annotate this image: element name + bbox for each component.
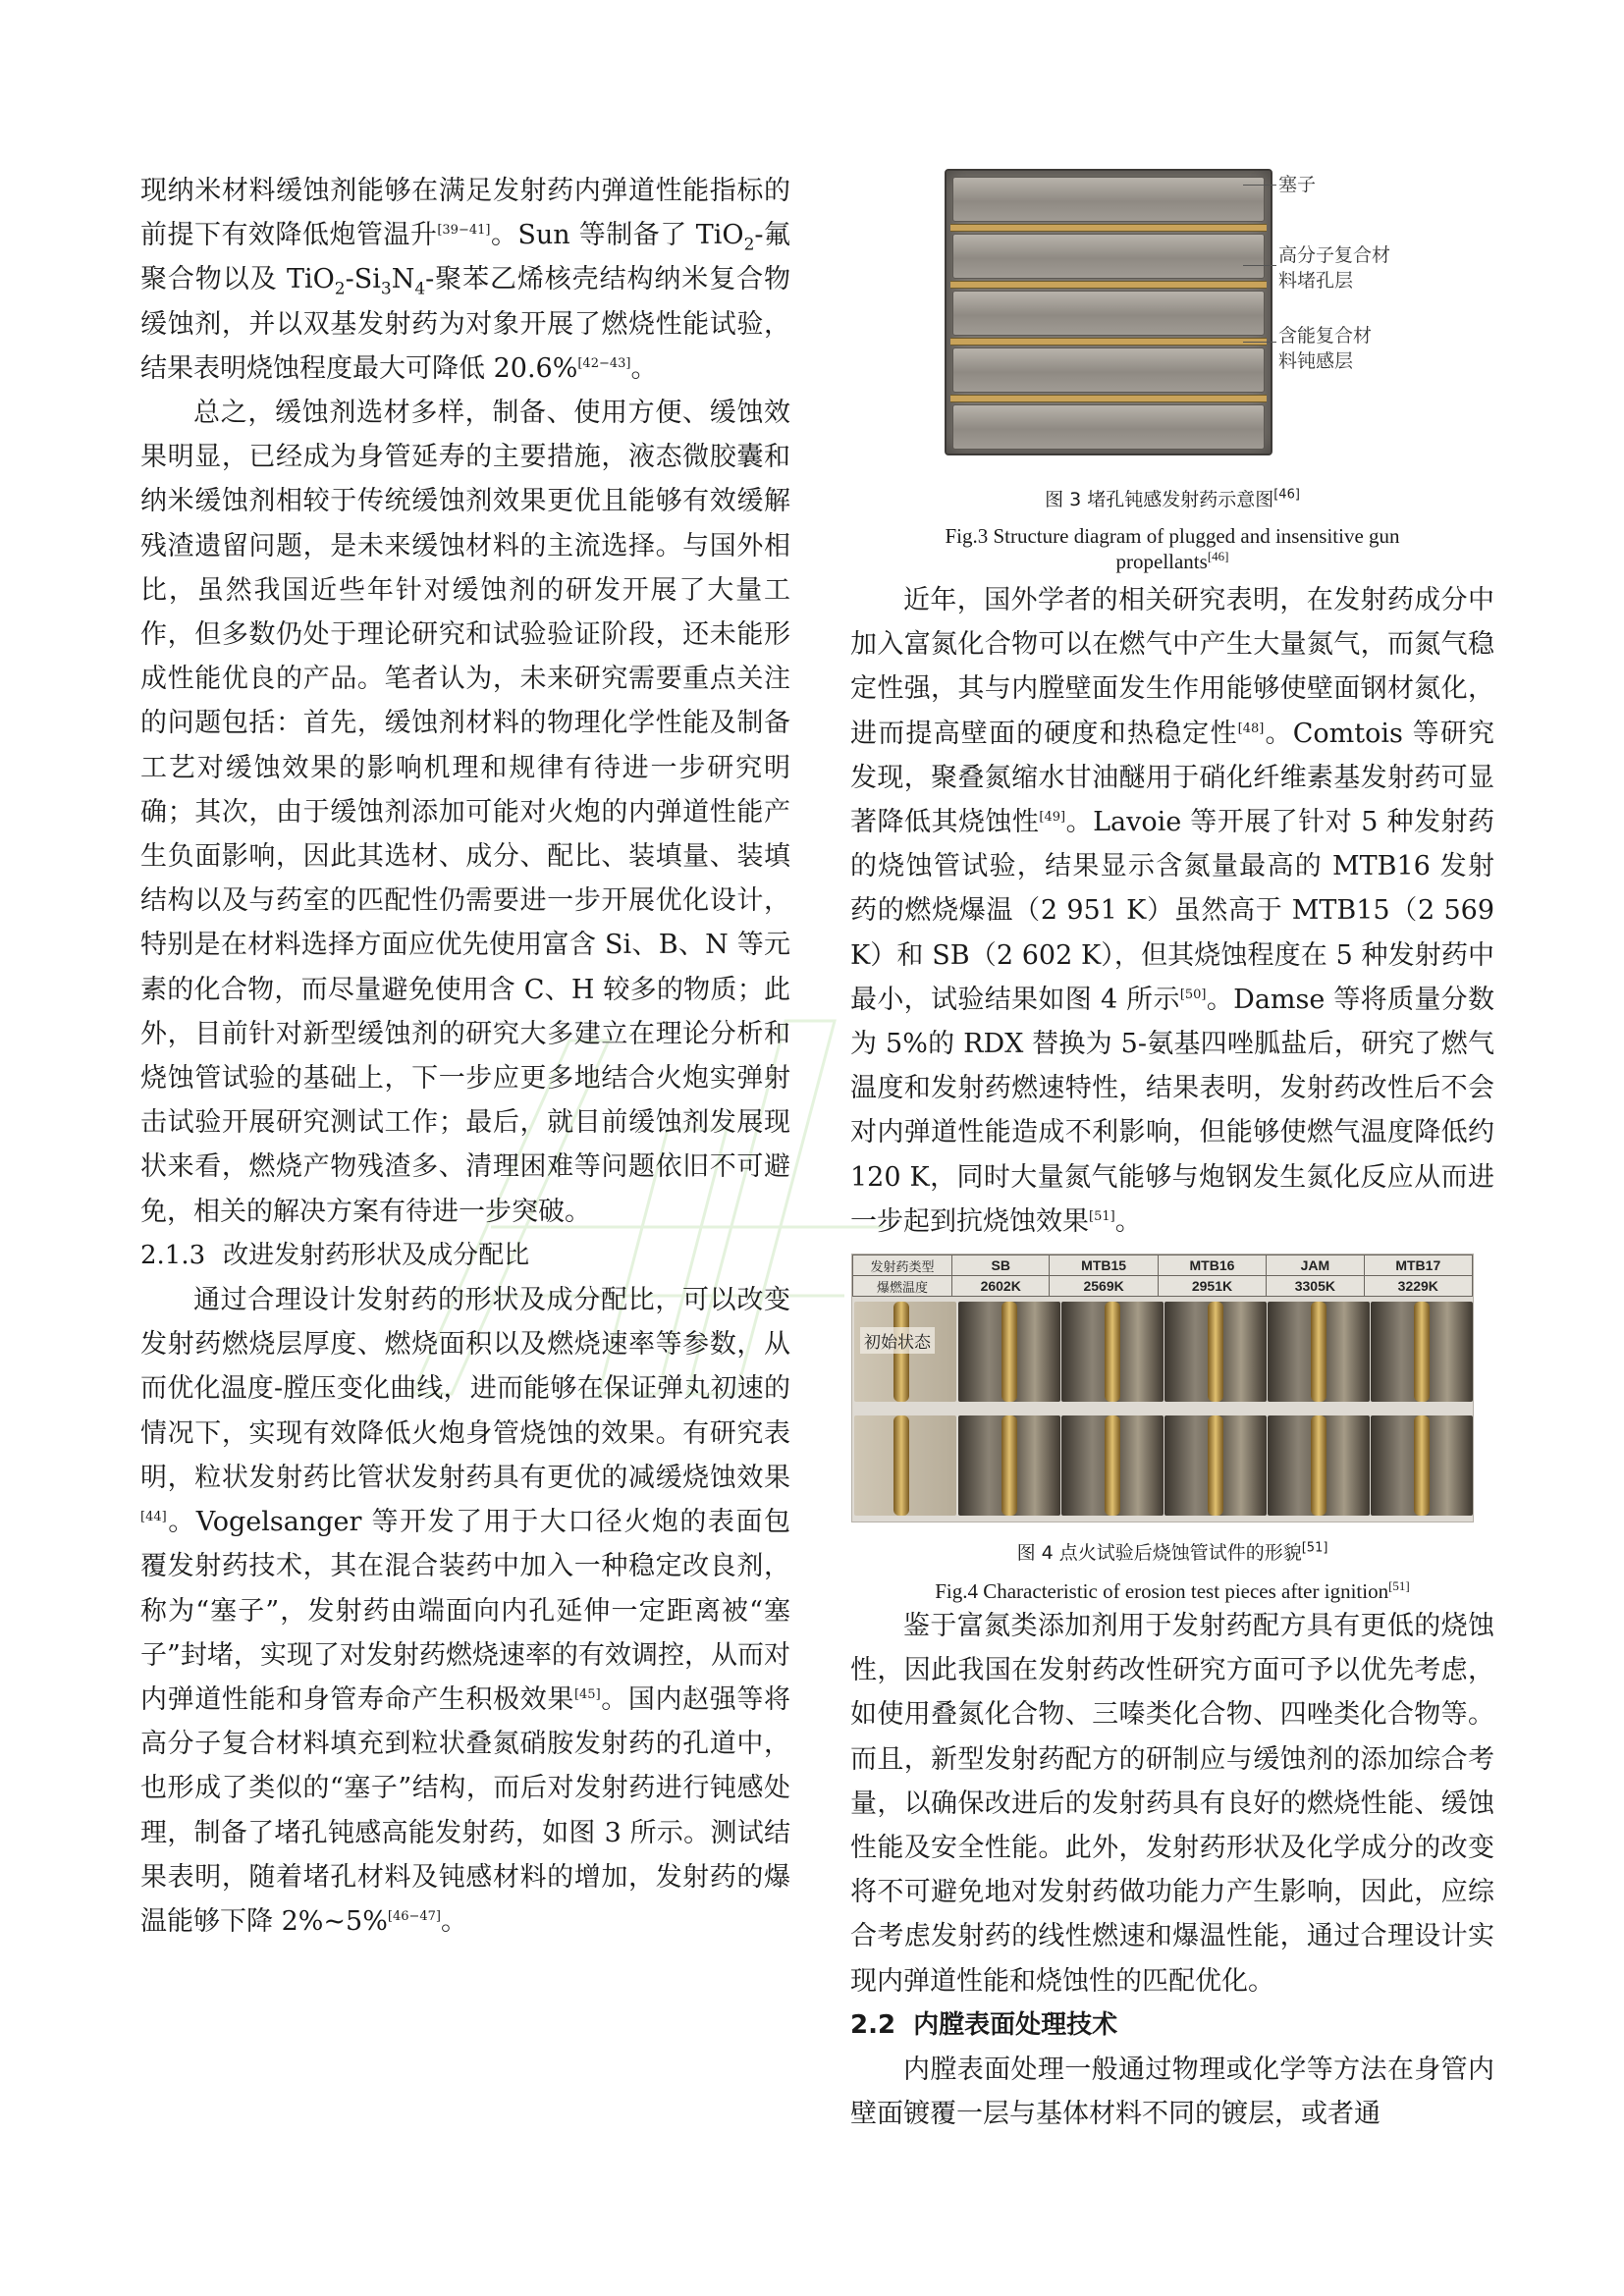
left-paragraph-2: 总之，缓蚀剂选材多样，制备、使用方便、缓蚀效果明显，已经成为身管延寿的主要措施，液态微胶囊和纳米缓蚀剂相较于传统缓蚀剂效果更优且能够有效缓解残渣遗留问题，是未来缓蚀材料的主流选择。与国外相比，虽然我国近些年针对缓蚀剂的研发开展了大量工作，但多数仍处于理论研究和试验验证阶段，还未能形成性能优良的产品。笔者认为，未来研究需要重点关注的问题包括：首先，缓蚀剂材料的物理化学性能及制备工艺对缓蚀效果的影响机理和规律有待进一步研究明确；其次，由于缓蚀剂添加可能对火炮的内弹道性能产生负面影响，因此其选材、成分、配比、装填量、装填结构以及与药室的匹配性仍需要进一步开展优化设计，特别是在材料选择方面应优先使用富含 Si、B、N 等元素的化合物，而尽量避免使用含 C、H 较多的物质；此外，目前针对新型缓蚀剂的研究大多建立在理论分析和烧蚀管试验的基础上，下一步应更多地结合火炮实弹射击试验开展研究测试工作；最后，就目前缓蚀剂发展现状来看，燃烧产物残渣多、清理困难等问题依旧不可避免，相关的解决方案有待进一步突破。 <box>140 398 790 1227</box>
figure-4-type: JAM <box>1267 1255 1364 1276</box>
figure-4-temp: 2569K <box>1050 1276 1158 1297</box>
propellant-cross-section <box>945 169 1272 455</box>
figure-4-header-type: 发射药类型 <box>853 1255 952 1276</box>
figure-4-header-temp: 爆燃温度 <box>853 1276 952 1297</box>
section-heading-2-1-3: 2.1.3 改进发射药形状及成分配比 <box>140 1240 530 1270</box>
figure-4-temp: 2951K <box>1158 1276 1266 1297</box>
figure-4-type: MTB16 <box>1158 1255 1266 1276</box>
left-column <box>140 169 790 1944</box>
figure-4-type: SB <box>952 1255 1050 1276</box>
figure-3-caption-cn: 图 3 堵孔钝感发射药示意图[46] <box>1045 487 1300 510</box>
right-column <box>850 169 1494 2136</box>
right-paragraph-2: 鉴于富氮类添加剂用于发射药配方具有更低的烧蚀性，因此我国在发射药改性研究方面可予以优先考虑，如使用叠氮化合物、三嗪类化合物、四唑类化合物等。而且，新型发射药配方的研制应与缓蚀剂的添加综合考量，以确保改进后的发射药具有良好的燃烧性能、缓蚀性能及安全性能。此外，发射药形状及化学成分的改变将不可避免地对发射药做功能力产生影响，因此，应综合考虑发射药的线性燃速和爆温性能，通过合理设计实现内弹道性能和烧蚀性的匹配优化。 <box>850 1611 1494 1997</box>
right-paragraph-1: 近年，国外学者的相关研究表明，在发射药成分中加入富氮化合物可以在燃气中产生大量氮气，而氮气稳定性强，其与内膛壁面发生作用能够使壁面钢材氮化，进而提高壁面的硬度和热稳定性[48]。Comtois 等研究发现，聚叠氮缩水甘油醚用于硝化纤维素基发射药可显著降低其烧蚀性[49]。Lavoie 等开展了针对 5 种发射药的烧蚀管试验，结果显示含氮量最高的 MTB16 发射药的燃烧爆温（2 951 K）虽然高于 MTB15（2 569 K）和 SB（2 602 K），但其烧蚀程度在 5 种发射药中最小，试验结果如图 4 所示[50]。Damse 等将质量分数为 5%的 RDX 替换为 5-氨基四唑胍盐后，研究了燃气温度和发射药燃速特性，结果表明，发射药改性后不会对内弹道性能造成不利影响，但能够使燃气温度降低约 120 K，同时大量氮气能够与炮钢发生氮化反应从而进一步起到抗烧蚀效果[51]。 <box>850 585 1495 1237</box>
figure-4-temp: 3305K <box>1267 1276 1364 1297</box>
figure-4-initial-state-label: 初始状态 <box>860 1327 935 1354</box>
figure-3 <box>850 169 1494 574</box>
figure-4-caption-en: Fig.4 Characteristic of erosion test pieces after ignition[51] <box>935 1578 1410 1604</box>
figure-3-label-polymer-2: 料堵孔层 <box>1278 270 1354 292</box>
figure-3-caption-en: Fig.3 Structure diagram of plugged and insensitive gun propellants[46] <box>945 524 1400 573</box>
right-paragraph-3: 内膛表面处理一般通过物理或化学等方法在身管内壁面镀覆一层与基体材料不同的镀层，或者通 <box>850 2055 1494 2130</box>
figure-3-label-polymer-1: 高分子复合材 <box>1278 244 1391 266</box>
figure-4-type: MTB17 <box>1364 1255 1472 1276</box>
section-heading-2-2: 2.2 内膛表面处理技术 <box>850 2009 1118 2040</box>
figure-4-image <box>851 1254 1474 1522</box>
figure-3-label-energetic-2: 料钝感层 <box>1278 350 1354 372</box>
figure-4-type: MTB15 <box>1050 1255 1158 1276</box>
figure-4-caption-cn: 图 4 点火试验后烧蚀管试件的形貌[51] <box>1016 1540 1328 1565</box>
figure-4 <box>850 1254 1494 1604</box>
figure-4-temp: 3229K <box>1364 1276 1472 1297</box>
figure-4-table <box>852 1255 1473 1297</box>
figure-3-label-energetic-1: 含能复合材 <box>1278 325 1373 347</box>
left-paragraph-1: 现纳米材料缓蚀剂能够在满足发射药内弹道性能指标的前提下有效降低炮管温升[39−41]。Sun 等制备了 TiO$_2$-氟聚合物以及 $TiO_2-Si_3N_4-$聚苯乙烯核壳结构纳米复合物缓蚀剂，并以双基发射药为对象开展了燃烧性能试验，结果表明烧蚀程度最大可降低 20.6%[42−43]。 <box>140 176 790 384</box>
figure-4-temp: 2602K <box>952 1276 1050 1297</box>
figure-3-label-plug: 塞子 <box>1278 174 1317 195</box>
figure-4-photos <box>852 1300 1473 1522</box>
left-paragraph-3: 通过合理设计发射药的形状及成分配比，可以改变发射药燃烧层厚度、燃烧面积以及燃烧速率等参数，从而优化温度-膛压变化曲线，进而能够在保证弹丸初速的情况下，实现有效降低火炮身管烧蚀的效果。有研究表明，粒状发射药比管状发射药具有更优的减缓烧蚀效果[44]。Vogelsanger 等开发了用于大口径火炮的表面包覆发射药技术，其在混合装药中加入一种稳定改良剂，称为“塞子”，发射药由端面向内孔延伸一定距离被“塞子”封堵，实现了对发射药燃烧速率的有效调控，从而对内弹道性能和身管寿命产生积极效果[45]。国内赵强等将高分子复合材料填充到粒状叠氮硝胺发射药的孔道中，也形成了类似的“塞子”结构，而后对发射药进行钝感处理，制备了堵孔钝感高能发射药，如图 3 所示。测试结果表明，随着堵孔材料及钝感材料的增加，发射药的爆温能够下降 2%~5%[46−47]。 <box>140 1285 791 1937</box>
figure-3-image <box>850 169 1494 461</box>
